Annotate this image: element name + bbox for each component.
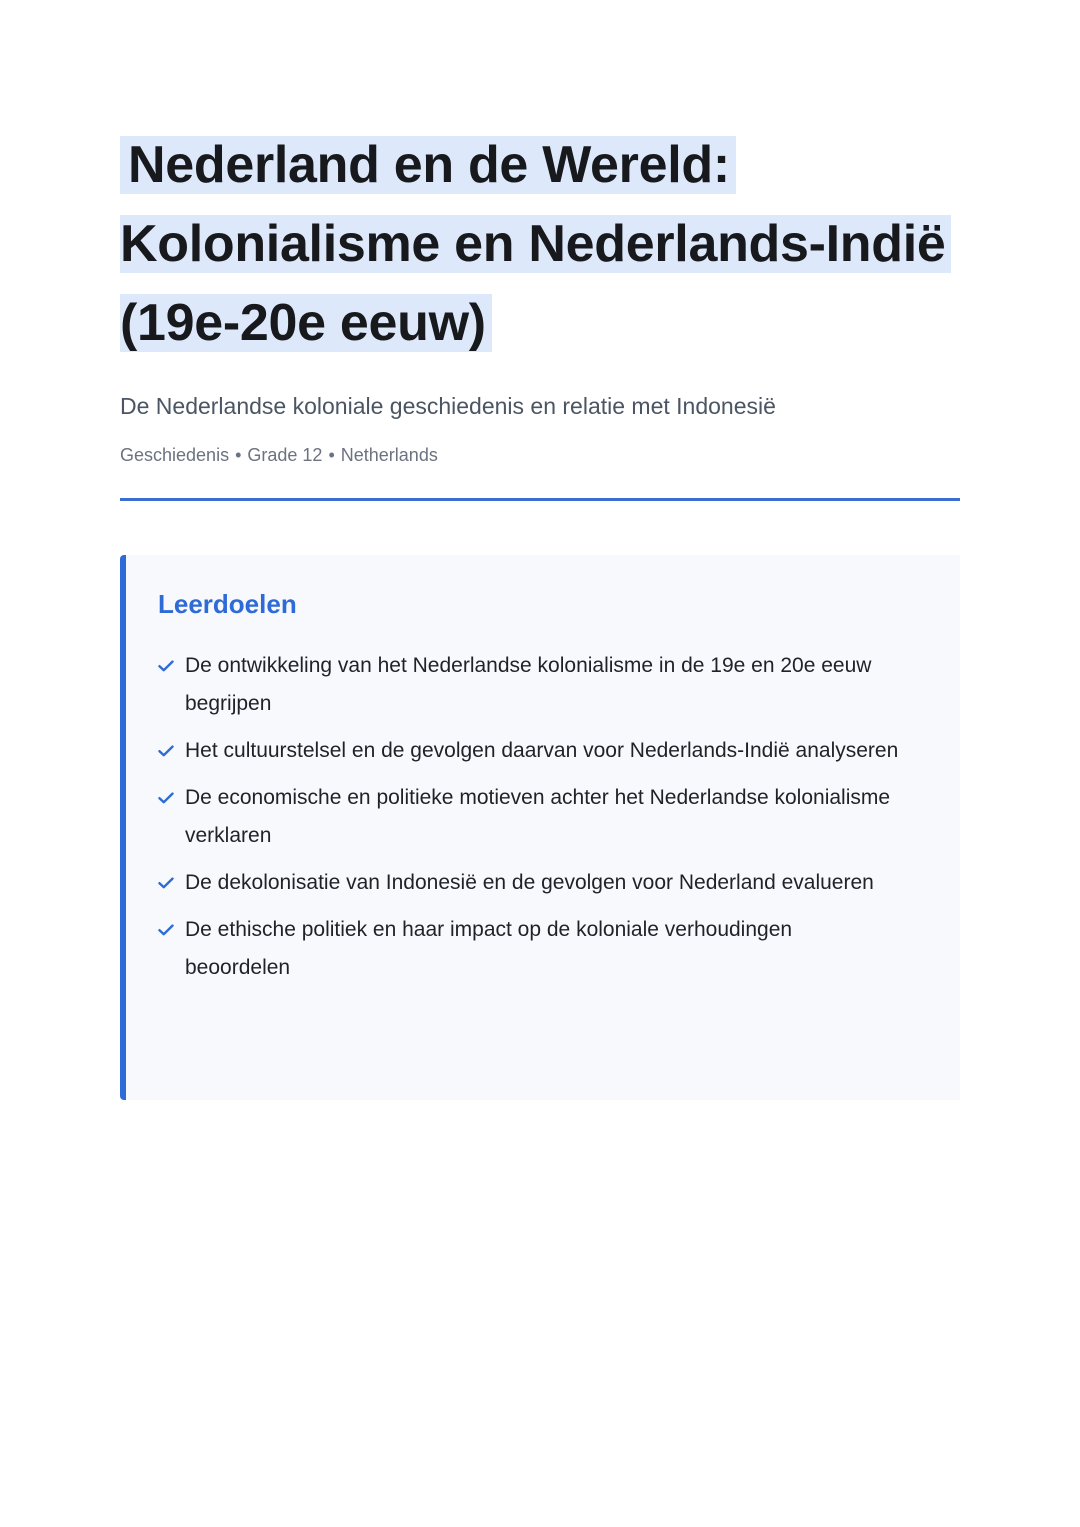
meta-subject: Geschiedenis [120,445,230,465]
meta-separator: • [328,445,335,465]
check-icon [158,779,180,817]
learning-goals-title: Leerdoelen [158,589,297,619]
meta-separator: • [235,445,242,465]
learning-goal-text: Het cultuurstelsel en de gevolgen daarvan voor Nederlands-Indië analyseren [185,739,899,762]
check-icon [158,864,180,902]
learning-goal-item [158,911,900,987]
title-line-3: (19e-20e eeuw) [120,294,492,352]
learning-goal-text: De dekolonisatie van Indonesië en de gevolgen voor Nederland evalueren [185,871,874,894]
learning-goals-box [120,555,960,1100]
check-icon [158,732,180,770]
learning-goal-item [158,779,900,855]
page-title [120,0,960,363]
title-line-2: Kolonialisme en Nederlands-Indië [120,215,951,273]
title-line-1: Nederland en de Wereld: [120,136,736,194]
learning-goals-list [158,647,900,987]
learning-goal-text: De economische en politieke motieven achter het Nederlandse kolonialisme verklaren [185,786,891,847]
learning-goal-item [158,732,900,770]
header-divider [120,498,960,501]
learning-goal-text: De ethische politiek en haar impact op de koloniale verhoudingen beoordelen [185,918,793,979]
learning-goal-text: De ontwikkeling van het Nederlandse kolonialisme in de 19e en 20e eeuw begrijpen [185,654,872,715]
page-subtitle: De Nederlandse koloniale geschiedenis en relatie met Indonesië [120,393,776,419]
meta-country: Netherlands [340,445,438,465]
learning-goal-item [158,864,900,902]
learning-goal-item [158,647,900,723]
check-icon [158,647,180,685]
check-icon [158,911,180,949]
document-page [120,0,960,1100]
meta-line [120,443,960,467]
meta-grade: Grade 12 [247,445,323,465]
